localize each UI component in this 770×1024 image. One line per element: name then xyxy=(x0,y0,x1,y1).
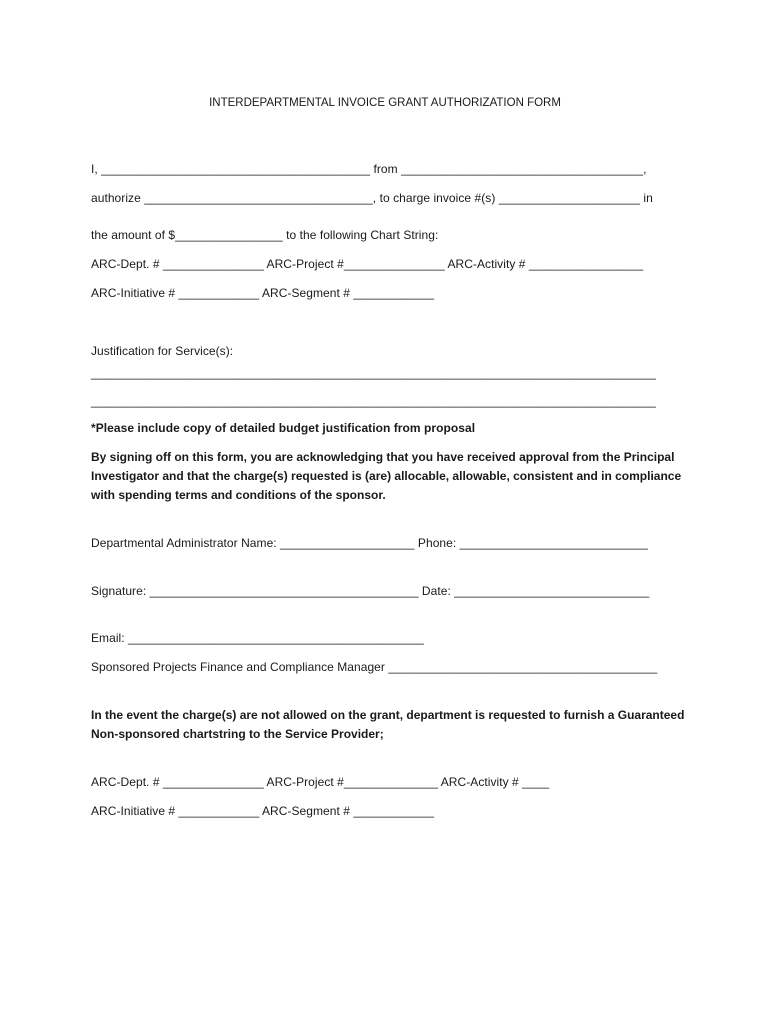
amount-line: the amount of $________________ to the following Chart String: xyxy=(91,228,439,242)
manager-line: Sponsored Projects Finance and Compliance Manager ________________________________________ xyxy=(91,660,658,674)
chart-string-line-1: ARC-Dept. # _______________ ARC-Project #_______________ ARC-Activity # _________________ xyxy=(91,257,644,271)
email-line: Email: ____________________________________________ xyxy=(91,631,424,645)
admin-name-phone-line: Departmental Administrator Name: ____________________ Phone: ____________________________ xyxy=(91,536,648,550)
chart-string-line-2: ARC-Initiative # ____________ ARC-Segment # ____________ xyxy=(91,286,435,300)
chart-string-line-4: ARC-Initiative # ____________ ARC-Segment # ____________ xyxy=(91,804,435,818)
form-title: INTERDEPARTMENTAL INVOICE GRANT AUTHORIZATION FORM xyxy=(209,97,561,109)
acknowledgement-paragraph: By signing off on this form, you are acknowledging that you have received approval from the Principal Investigator and that the charge(s) requested is (are) allocable, allowable, consistent and in compliance with spending terms and conditions of the sponsor. xyxy=(91,450,682,502)
event-note-paragraph: In the event the charge(s) are not allowed on the grant, department is requested to furnish a Guaranteed Non-sponsored chartstring to the Service Provider; xyxy=(91,708,685,741)
justification-line-1: ____________________________________________________________________________________ xyxy=(91,366,656,380)
budget-note: *Please include copy of detailed budget justification from proposal xyxy=(91,421,476,435)
name-from-line: I, ________________________________________ from ____________________________________, xyxy=(91,162,647,176)
authorize-line: authorize __________________________________, to charge invoice #(s) _____________________ in xyxy=(91,191,653,205)
justification-label: Justification for Service(s): xyxy=(91,344,234,358)
justification-line-2: ____________________________________________________________________________________ xyxy=(91,394,656,408)
signature-date-line: Signature: ________________________________________ Date: _____________________________ xyxy=(91,584,650,598)
chart-string-line-3: ARC-Dept. # _______________ ARC-Project #______________ ARC-Activity # ____ xyxy=(91,775,550,789)
